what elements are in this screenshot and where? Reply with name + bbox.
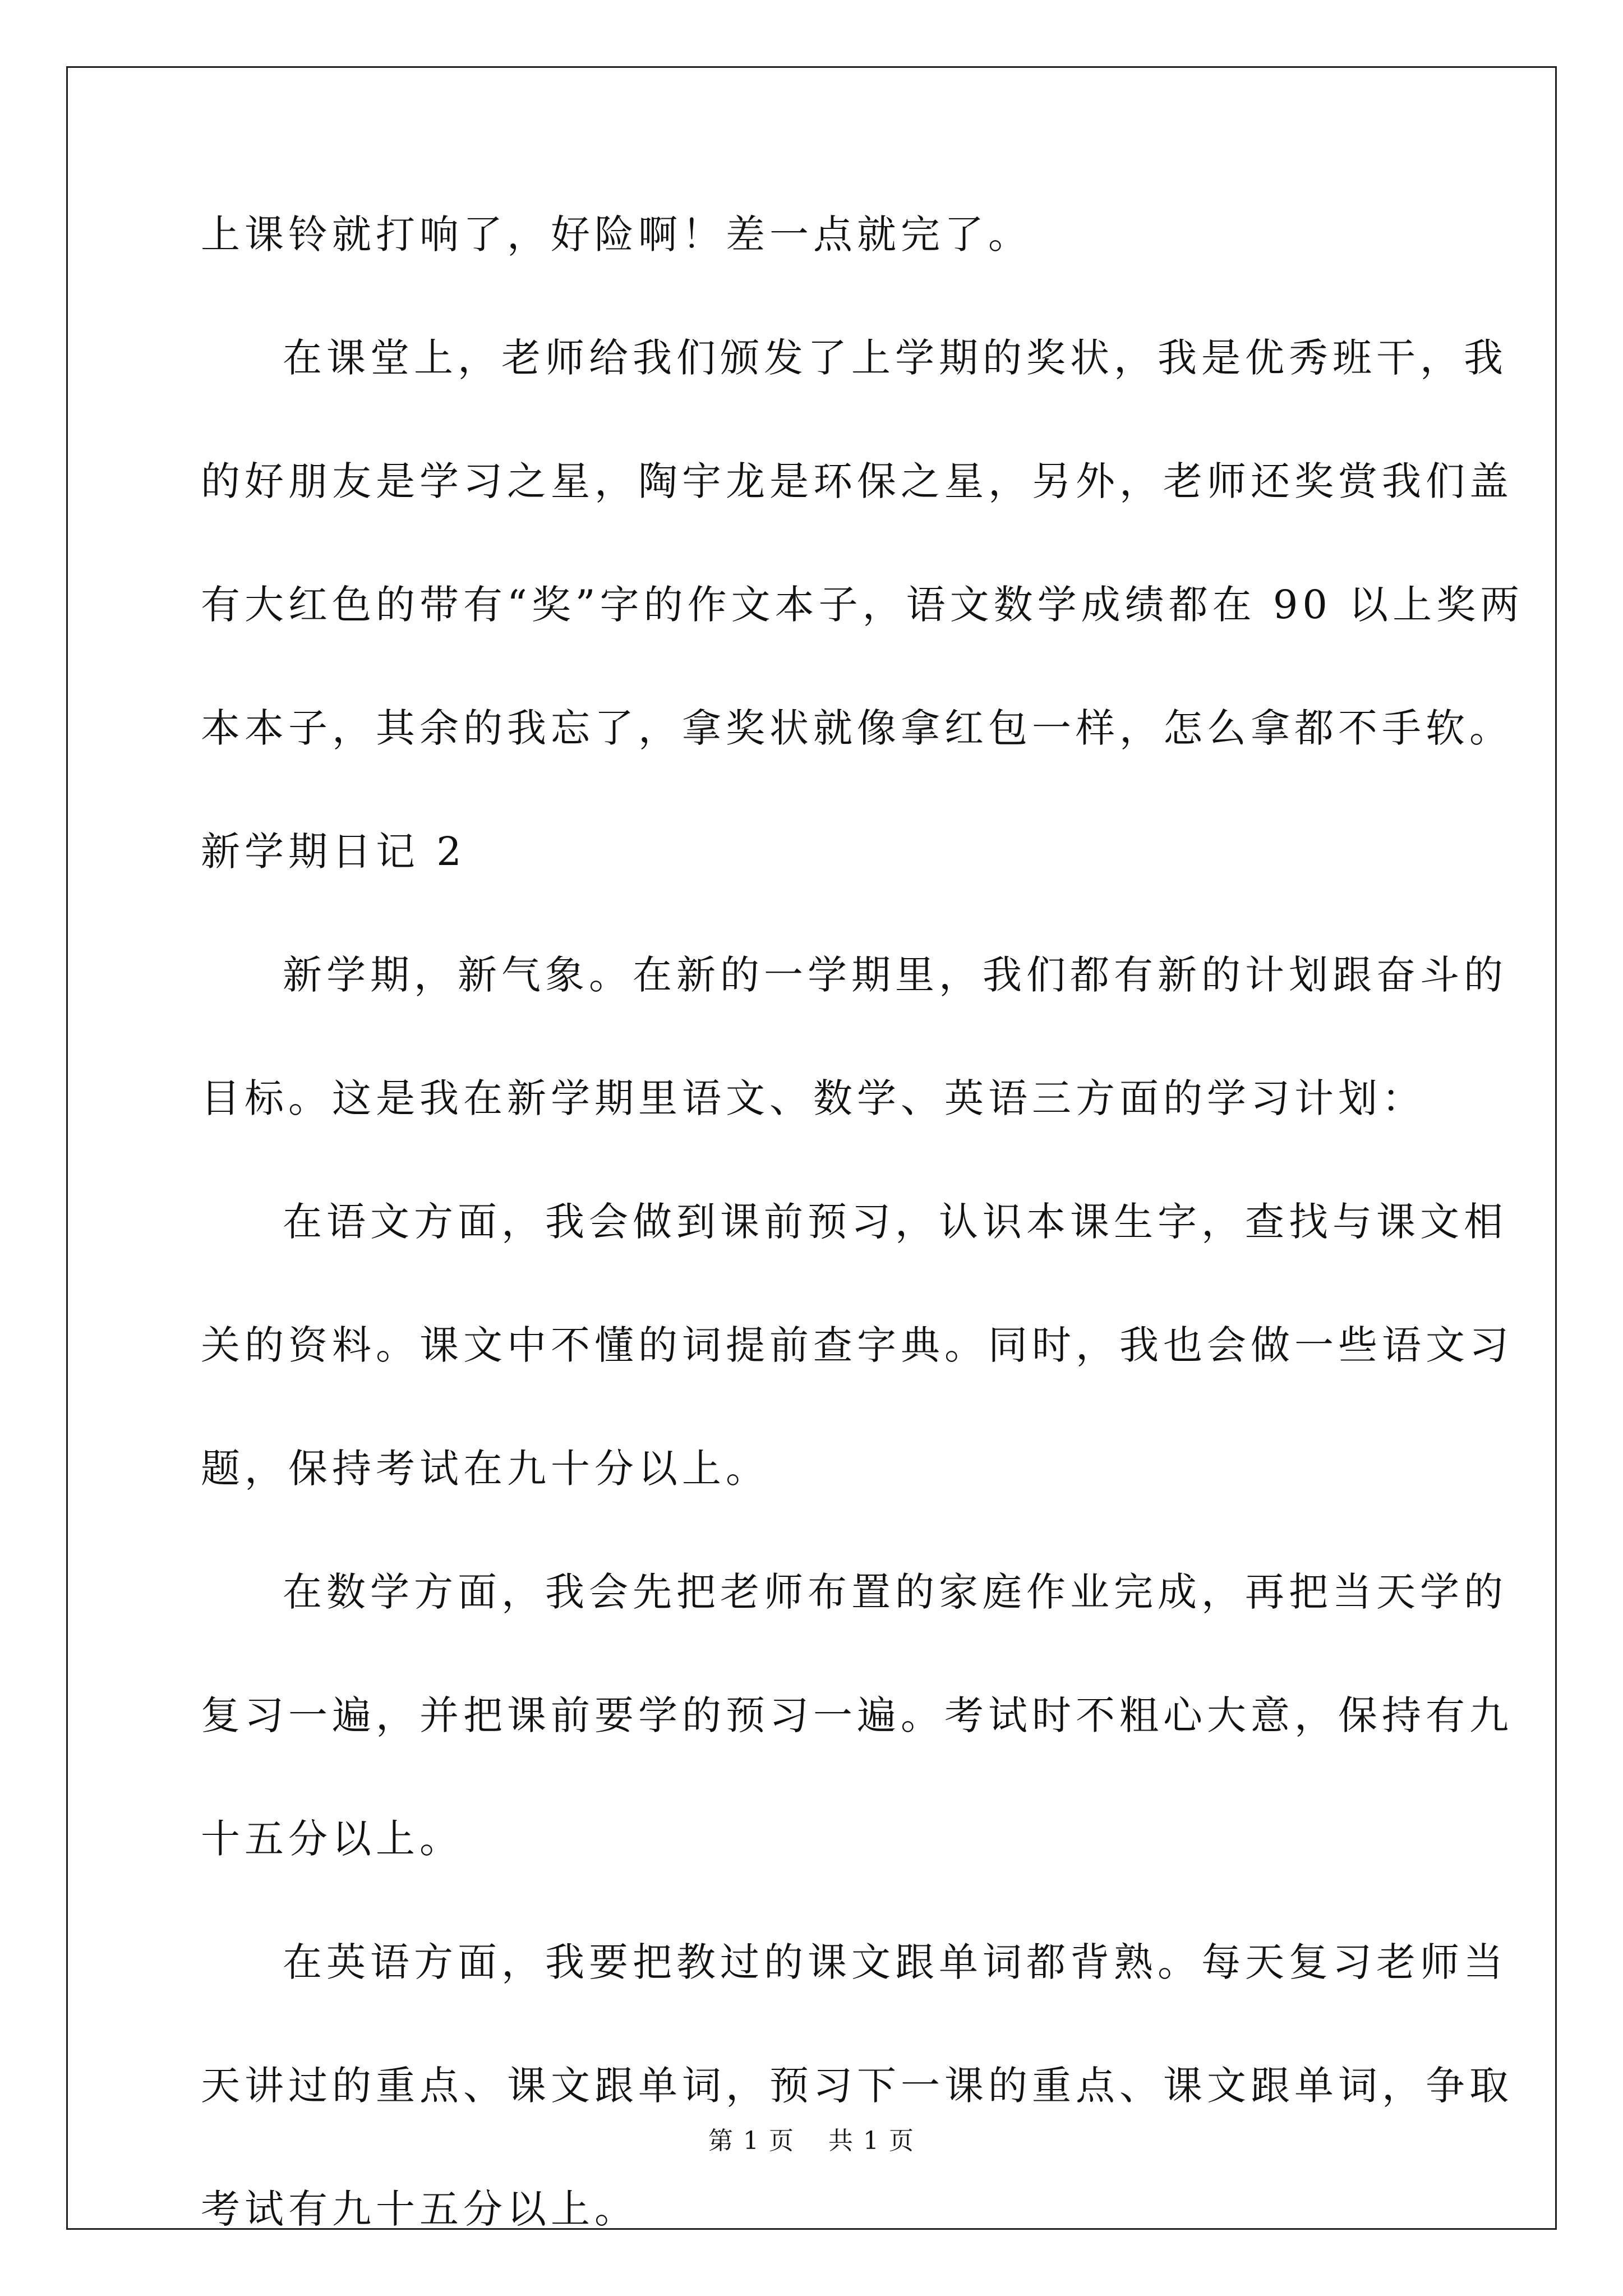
page-number-current: 第 1 页 [708, 2127, 795, 2155]
paragraph-line: 在英语方面，我要把教过的课文跟单词都背熟。每天复习老师当 [283, 1939, 1507, 1985]
paragraph-line: 在数学方面，我会先把老师布置的家庭作业完成，再把当天学的 [283, 1569, 1507, 1615]
paragraph-line: 的好朋友是学习之星，陶宇龙是环保之星，另外，老师还奖赏我们盖 [201, 458, 1513, 504]
page-footer [0, 2120, 1623, 2156]
paragraph-line: 在课堂上，老师给我们颁发了上学期的奖状，我是优秀班干，我 [283, 335, 1507, 381]
paragraph-line: 上课铃就打响了，好险啊！差一点就完了。 [201, 211, 1032, 257]
paragraph-line: 本本子，其余的我忘了，拿奖状就像拿红包一样，怎么拿都不手软。 [201, 705, 1513, 751]
paragraph-line: 考试有九十五分以上。 [201, 2186, 638, 2232]
paragraph-line: 有大红色的带有“奖”字的作文本子，语文数学成绩都在 90 以上奖两 [201, 582, 1524, 628]
paragraph-line: 复习一遍，并把课前要学的预习一遍。考试时不粗心大意，保持有九 [201, 1692, 1513, 1738]
paragraph-line: 目标。这是我在新学期里语文、数学、英语三方面的学习计划： [201, 1075, 1426, 1121]
paragraph-line: 天讲过的重点、课文跟单词，预习下一课的重点、课文跟单词，争取 [201, 2063, 1513, 2109]
paragraph-line: 题，保持考试在九十分以上。 [201, 1446, 769, 1492]
paragraph-line: 新学期，新气象。在新的一学期里，我们都有新的计划跟奋斗的 [283, 952, 1507, 998]
paragraph-line: 关的资料。课文中不懂的词提前查字典。同时，我也会做一些语文习 [201, 1322, 1513, 1368]
page-number-total: 共 1 页 [828, 2127, 915, 2155]
section-heading: 新学期日记 2 [201, 829, 466, 875]
paragraph-line: 十五分以上。 [201, 1816, 463, 1862]
paragraph-line: 在语文方面，我会做到课前预习，认识本课生字，查找与课文相 [283, 1199, 1507, 1245]
